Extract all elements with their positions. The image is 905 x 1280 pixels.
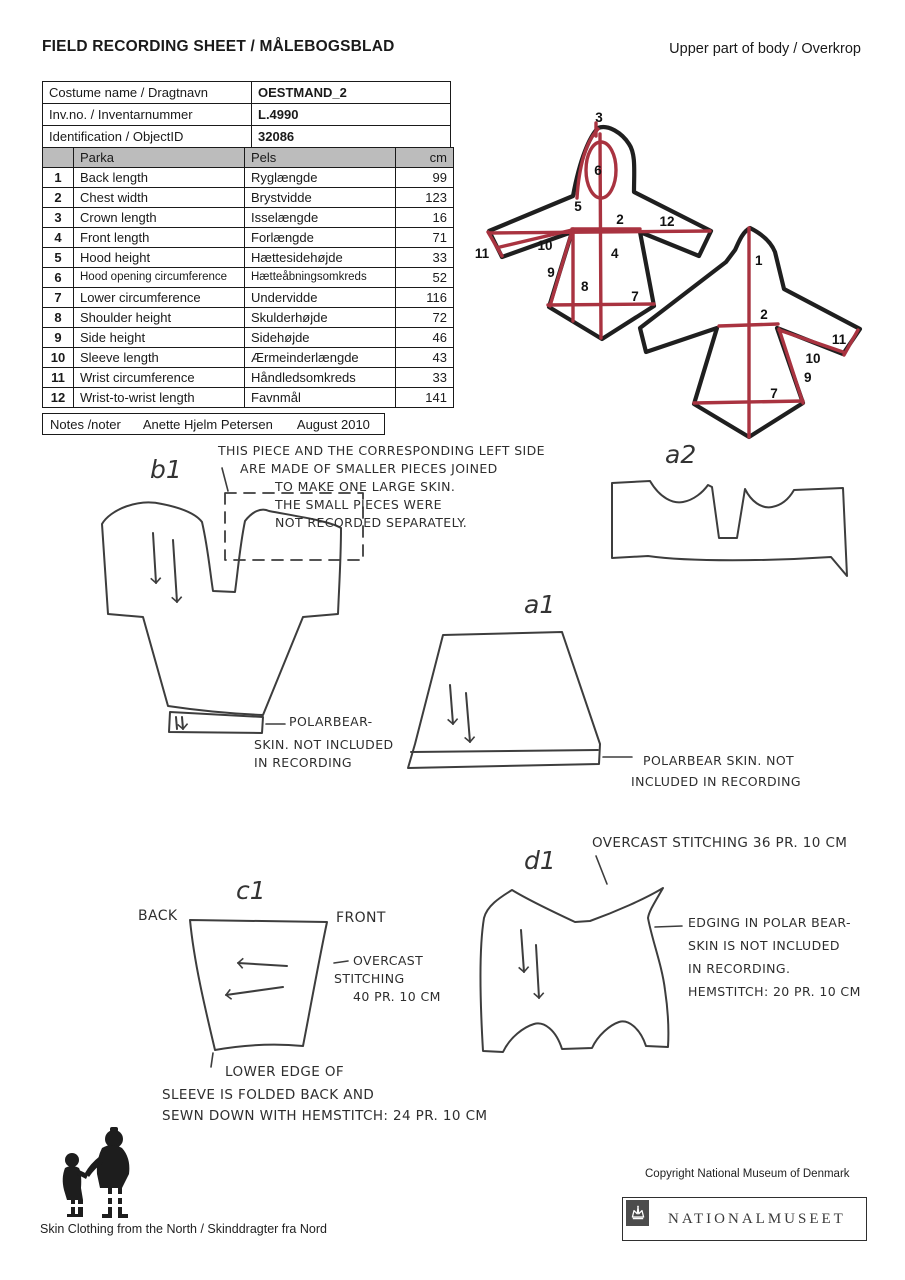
fur-direction-arrow [450,685,453,724]
table-row: 3 Crown length Isselængde 16 [43,207,454,227]
table-row: 5 Hood height Hættesidehøjde 33 [43,247,454,267]
note-leader-line [211,1053,213,1067]
table-row: 7 Lower circumference Undervidde 116 [43,287,454,307]
col-unit: cm [396,147,454,167]
note-leader-line [222,468,228,491]
nationalmuseet-logo-box [622,1197,867,1241]
measure-label: 7 [770,386,778,401]
handwritten-note-line: SKIN IS NOT INCLUDED [688,938,840,953]
table-row: 4 Front length Forlængde 71 [43,227,454,247]
handwritten-note-line: OVERCAST [353,953,424,968]
measure-label: 7 [631,289,639,304]
copyright-text: Copyright National Museum of Denmark [645,1168,850,1180]
info-label: Costume name / Dragtnavn [43,82,252,104]
measure-label: 9 [547,265,555,280]
measure-label: 6 [594,163,602,178]
piece-label-d1: d1 [524,846,556,875]
measure-label: 9 [804,370,812,385]
piece-label-c1: c1 [236,876,266,905]
table-row: 8 Shoulder height Skulderhøjde 72 [43,307,454,327]
col-danish: Pels [245,147,396,167]
measure-label: 11 [831,332,847,347]
piece-label-a2: a2 [665,440,697,469]
sketch-piece-a1 [408,632,632,768]
col-english: Parka [74,147,245,167]
notes-author: Anette Hjelm Petersen [142,416,273,432]
measure-label: 5 [574,199,582,214]
sketch-piece-a2 [612,481,847,576]
measure-label: 2 [760,307,768,322]
handwritten-note-line: EDGING IN POLAR BEAR- [688,915,851,930]
notes-date: August 2010 [296,416,370,432]
handwritten-note-line: IN RECORDING. [688,961,791,976]
table-row: 12 Wrist-to-wrist length Favnmål 141 [43,387,454,407]
handwritten-note-line: INCLUDED IN RECORDING [631,774,801,789]
table-row: 9 Side height Sidehøjde 46 [43,327,454,347]
handwritten-note-line: SLEEVE IS FOLDED BACK AND [162,1087,375,1103]
handwritten-note-line: SEWN DOWN WITH HEMSTITCH: 24 PR. 10 CM [162,1108,488,1124]
handwritten-note-line: THIS PIECE AND THE CORRESPONDING LEFT SIDE [218,443,545,458]
handwritten-note-line: POLARBEAR- [289,714,373,729]
sketch-piece-d1 [481,856,683,1052]
table-row: 1 Back length Ryglængde 99 [43,167,454,187]
body-part-label: Upper part of body / Overkrop [669,41,861,57]
measure-label: 12 [659,214,675,229]
measure-label: 10 [805,351,821,366]
project-caption: Skin Clothing from the North / Skinddragter fra Nord [40,1222,327,1236]
crown-icon [626,1200,649,1226]
sew-direction-arrow [238,963,287,966]
table-row: 2 Chest width Brystvidde 123 [43,187,454,207]
handwritten-note-line: HEMSTITCH: 20 PR. 10 CM [688,984,861,999]
table-row: 10 Sleeve length Ærmeinderlængde 43 [43,347,454,367]
handwritten-note-line: LOWER EDGE OF [225,1064,345,1080]
measure-label: 1 [755,253,763,268]
info-value: 32086 [252,126,451,148]
info-value: L.4990 [252,104,451,126]
fur-direction-arrow [153,533,156,583]
handwritten-note-line: IN RECORDING [254,755,352,770]
back-label: BACK [138,908,178,924]
note-leader-line [334,961,348,963]
measure-label: 2 [616,212,624,227]
piece-label-a1: a1 [524,590,556,619]
piece-label-b1: b1 [150,455,182,484]
measure-label: 11 [474,246,490,261]
fur-direction-arrow [536,945,539,998]
measure-label: 10 [537,238,553,253]
table-row: 6 Hood opening circumference Hætteåbningsomkreds 52 [43,267,454,287]
handwritten-note-line: SKIN. NOT INCLUDED [254,737,394,752]
measure-label: 8 [581,279,589,294]
front-label: FRONT [336,910,386,926]
handwritten-note-line: OVERCAST STITCHING 36 PR. 10 CM [592,835,848,851]
measure-label: 3 [595,110,603,125]
measure-label: 4 [611,246,619,261]
fur-direction-arrow [173,540,177,602]
fur-direction-arrow [466,693,470,742]
museum-name: NATIONALMUSEET [668,1210,846,1227]
handwritten-note-line: STITCHING [334,971,405,986]
sew-direction-arrow [226,987,283,995]
skin-clothing-logo [52,1126,154,1220]
sketch-piece-c1 [190,920,348,1067]
info-label: Identification / ObjectID [43,126,252,148]
info-label: Inv.no. / Inventarnummer [43,104,252,126]
notes-label: Notes /noter [50,416,121,432]
fur-direction-arrow [521,930,524,972]
note-leader-line [596,856,607,884]
handwritten-note-line: NOT RECORDED SEPARATELY. [275,515,468,530]
handwritten-note-line: THE SMALL PIECES WERE [275,497,442,512]
polar-bear-strip-line [411,750,598,752]
page-title: FIELD RECORDING SHEET / MÅLEBOGSBLAD [42,38,395,55]
small-fur-arrows [176,717,183,729]
info-value: OESTMAND_2 [252,82,451,104]
note-leader-line [655,926,682,927]
handwritten-note-line: ARE MADE OF SMALLER PIECES JOINED [240,461,498,476]
table-row: 11 Wrist circumference Håndledsomkreds 33 [43,367,454,387]
handwritten-note-line: 40 PR. 10 CM [353,989,441,1004]
handwritten-note-line: TO MAKE ONE LARGE SKIN. [275,479,456,494]
handwritten-note-line: POLARBEAR SKIN. NOT [643,753,795,768]
